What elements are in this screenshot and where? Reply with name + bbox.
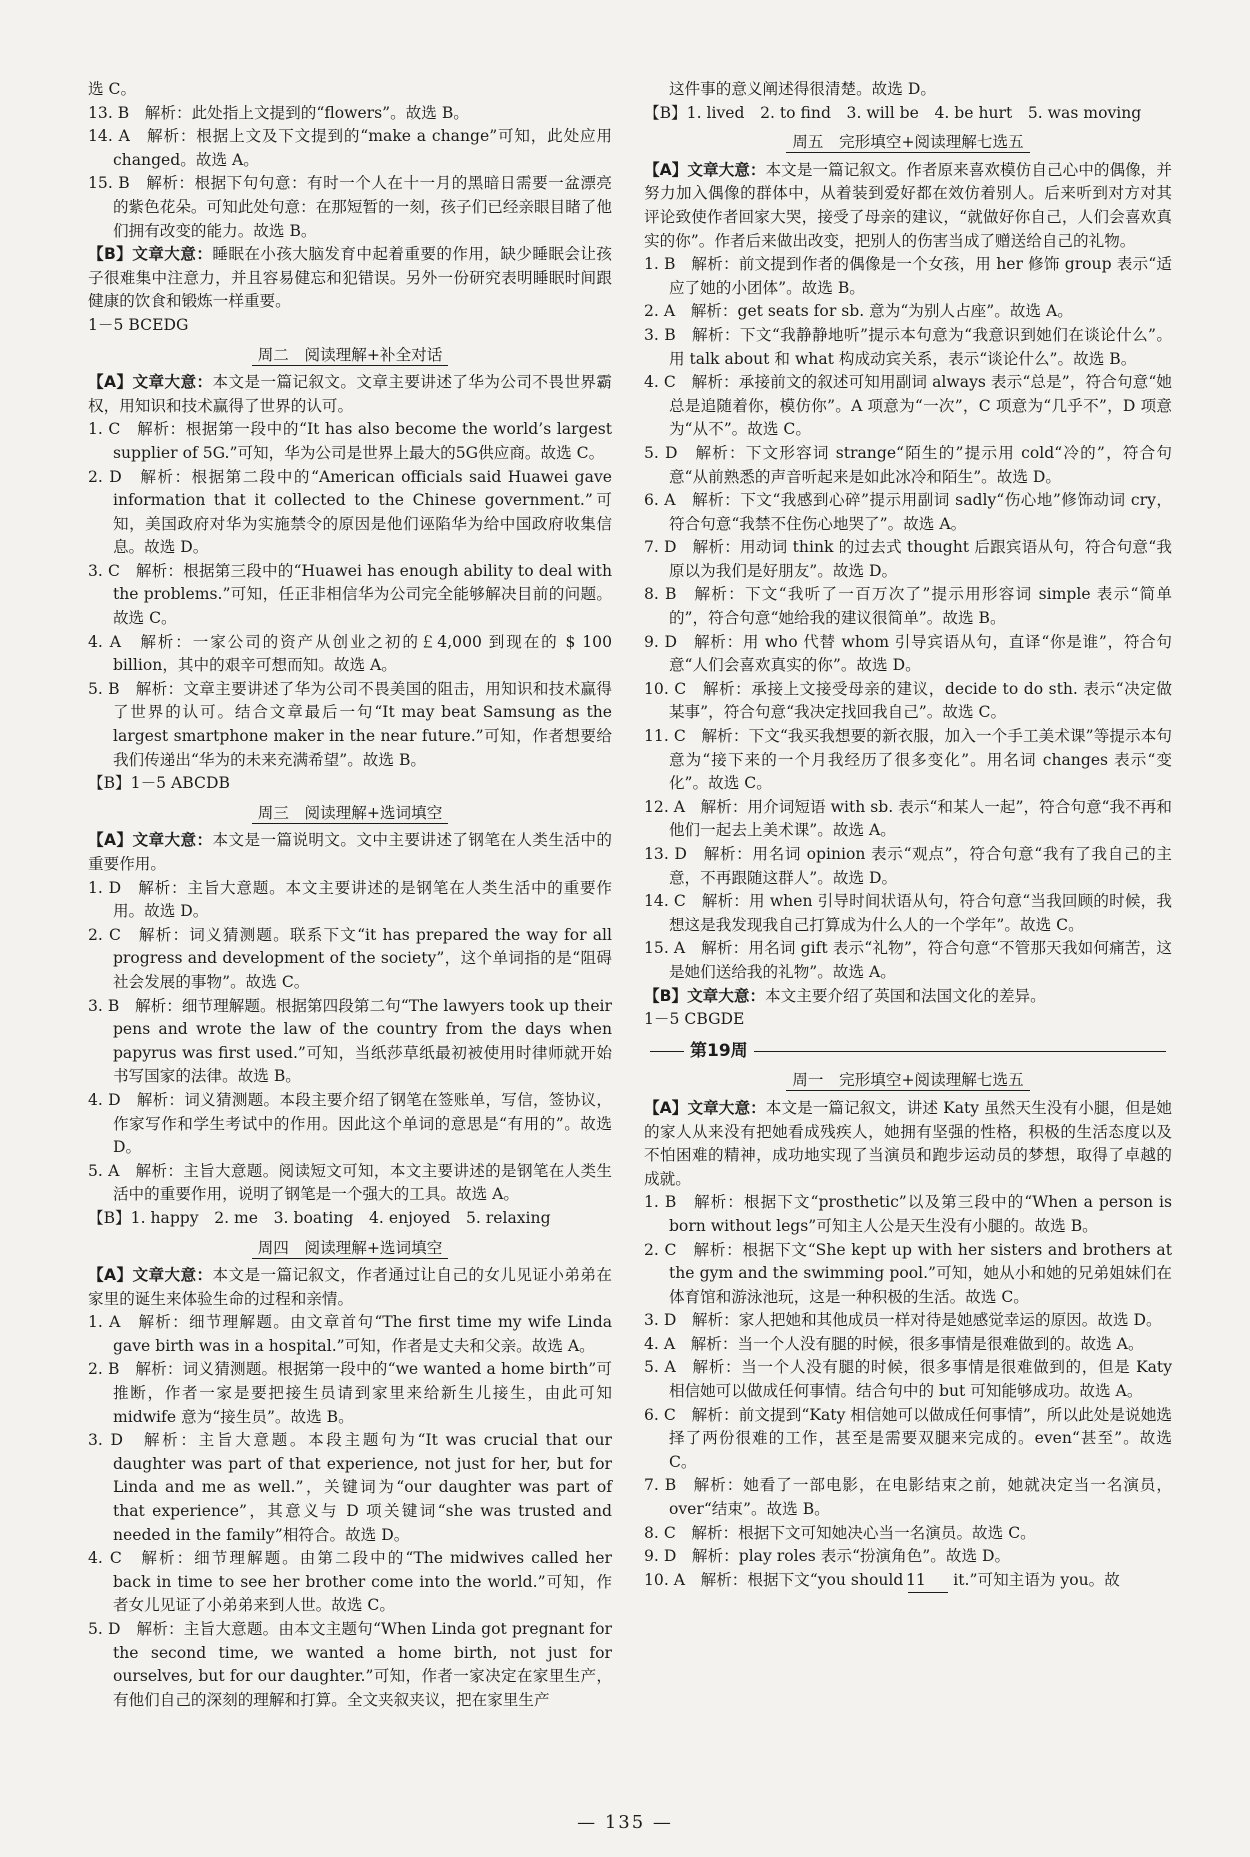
answer-item: 8. B 解析：下文“我听了一百万次了”提示用形容词 simple 表示“简单的”，符合句意“她给我的建议很简单”。故选 B。 xyxy=(644,585,1172,628)
text-line: 1－5 BCEDG xyxy=(88,315,189,334)
summary-label: 【B】文章大意： xyxy=(88,245,213,264)
text-line: 【B】1. lived 2. to find 3. will be 4. be hurt 5. was moving xyxy=(644,103,1142,122)
section-heading-text: 周二 阅读理解+补全对话 xyxy=(252,346,449,366)
divider-line xyxy=(650,1051,684,1052)
answer-item: 4. C 解析：承接前文的叙述可知用副词 always 表示“总是”，符合句意“她总是追随着你，模仿你”。A 项意为“一次”，C 项意为“几乎不”，D 项意为“从不”。故选 C。 xyxy=(644,373,1172,439)
summary-text: 本文是一篇记叙文，讲述 Katy 虽然天生没有小腿，但是她的家人从来没有把她看成残疾人，她拥有坚强的性格，积极的生活态度以及不怕困难的精神，成功地实现了当演员和跑步运动员的梦想，取得了卓越的成就。 xyxy=(644,1098,1173,1188)
answer-item: 8. C 解析：根据下文可知她决心当一名演员。故选 C。 xyxy=(644,1523,1036,1542)
summary-paragraph xyxy=(88,243,612,314)
text-line: 1－5 CBGDE xyxy=(644,1010,745,1029)
divider-line xyxy=(754,1051,1166,1052)
week-divider xyxy=(644,1040,1172,1064)
answer-item: 11. C 解析：下文“我买我想要的新衣服，加入一个手工美术课”等提示本句意为“接下来的一个月我经历了很多变化”。用名词 changes 表示“变化”。故选 C。 xyxy=(644,727,1172,793)
answer-item: 7. B 解析：她看了一部电影，在电影结束之前，她就决定当一名演员，over“结束”。故选 B。 xyxy=(644,1476,1172,1519)
summary-paragraph xyxy=(88,1264,612,1311)
answer-item: 6. C 解析：前文提到“Katy 相信她可以做成任何事情”，所以此处是说她选择了两份很难的工作，甚至是需要双腿来完成的。even“甚至”。故选 C。 xyxy=(644,1405,1172,1471)
answer-item: 14. C 解析：用 when 引导时间状语从句，符合句意“当我回顾的时候，我想这是我发现我自己打算成为什么人的一个学年”。故选 C。 xyxy=(644,892,1172,934)
answer-item: 14. A 解析：根据上文及下文提到的“make a change”可知，此处应用 changed。故选 A。 xyxy=(88,127,612,169)
summary-text: 本文主要介绍了英国和法国文化的差异。 xyxy=(765,986,1046,1005)
page-number: — 135 — xyxy=(577,1812,673,1833)
summary-label: 【B】文章大意： xyxy=(644,986,766,1005)
summary-paragraph xyxy=(88,829,612,876)
text-line: 【B】1－5 ABCDB xyxy=(88,774,230,793)
section-heading-text: 周五 完形填空+阅读理解七选五 xyxy=(786,133,1029,153)
answer-item: 12. A 解析：用介词短语 with sb. 表示“和某人一起”，符合句意“我不再和他们一起去上美术课”。故选 A。 xyxy=(644,797,1172,840)
section-heading xyxy=(88,1237,612,1261)
answer-item: 5. D 解析：下文形容词 strange“陌生的”提示用 cold“冷的”，符合句意“从前熟悉的声音听起来是如此冰冷和陌生”。故选 D。 xyxy=(644,443,1172,486)
answer-item: 2. D 解析：根据第二段中的“American officials said Huawei gave information that it collected to the Chinese government.”可知，美国政府对华为实施禁令的原因是他们诬陷华为给中国政府收集信息。故选 D。 xyxy=(88,467,612,557)
summary-label: 【A】文章大意： xyxy=(88,1266,213,1285)
section-heading xyxy=(644,1069,1172,1093)
right-column xyxy=(644,78,1172,1593)
answer-item: 3. C 解析：根据第三段中的“Huawei has enough ability to deal with the problems.”可知，任正非相信华为公司完全能够解决目前的问题。故选 C。 xyxy=(88,561,612,628)
answer-item: 1. A 解析：细节理解题。由文章首句“The first time my wife Linda gave birth was in a hospital.”可知，作者是丈夫和父亲。故选 A。 xyxy=(88,1313,612,1355)
text-line: 选 C。 xyxy=(88,80,137,98)
answer-item: 3. B 解析：细节理解题。根据第四段第二句“The lawyers took up their pens and wrote the law of the country from the days when papyrus was first used.”可知，当纸莎草纸最初被使用时律师就开始书写国家的法律。故选 B。 xyxy=(88,996,612,1086)
answer-item: 1. B 解析：前文提到作者的偶像是一个女孩，用 her 修饰 group 表示“适应了她的小团体”。故选 B。 xyxy=(644,255,1172,297)
answer-item: 2. A 解析：get seats for sb. 意为“为别人占座”。故选 A。 xyxy=(644,302,1073,321)
summary-text: 本文是一篇记叙文，作者通过让自己的女儿见证小弟弟在家里的诞生来体验生命的过程和亲情。 xyxy=(88,1266,612,1308)
answer-item: 6. A 解析：下文“我感到心碎”提示用副词 sadly“伤心地”修饰动词 cry，符合句意“我禁不住伤心地哭了”。故选 A。 xyxy=(644,491,1172,533)
answer-item: 10. C 解析：承接上文接受母亲的建议，decide to do sth. 表示“决定做某事”，符合句意“我决定找回我自己”。故选 C。 xyxy=(644,679,1172,722)
section-heading-text: 周三 阅读理解+选词填空 xyxy=(252,804,449,824)
summary-label: 【A】文章大意： xyxy=(88,831,213,850)
answer-item: 1. B 解析：根据下文“prosthetic”以及第三段中的“When a person is born without legs”可知主人公是天生没有小腿的。故选 B。 xyxy=(644,1193,1172,1235)
answer-item: 4. C 解析：细节理解题。由第二段中的“The midwives called her back in time to see her brother come into the world.”可知，作者女儿见证了小弟弟来到人世。故选 C。 xyxy=(88,1549,612,1615)
answer-text: it.”可知主语为 you。故 xyxy=(948,1570,1120,1589)
answer-item: 1. C 解析：根据第一段中的“It has also become the world’s largest supplier of 5G.”可知，华为公司是世界上最大的5G供应商。故选 C。 xyxy=(88,420,612,462)
answer-item: 9. D 解析：play roles 表示“扮演角色”。故选 D。 xyxy=(644,1547,1011,1566)
summary-text: 本文是一篇记叙文。文章主要讲述了华为公司不畏世界霸权，用知识和技术赢得了世界的认可。 xyxy=(88,373,612,415)
answer-item: 5. B 解析：文章主要讲述了华为公司不畏美国的阻击，用知识和技术赢得了世界的认可。结合文章最后一句“It may beat Samsung as the largest smartphone maker in the near future.”可知，作者想要给我们传递出“华为的未来充满希望”。故选 B。 xyxy=(88,679,612,769)
summary-paragraph xyxy=(88,371,612,418)
summary-paragraph xyxy=(644,985,1172,1009)
answer-item: 2. B 解析：词义猜测题。根据第一段中的“we wanted a home birth”可推断，作者一家是要把接生员请到家里来给新生儿接生，由此可知 midwife 意为“接生员”。故选 B。 xyxy=(88,1360,612,1426)
answer-item: 9. D 解析：用 who 代替 whom 引导宾语从句，直译“你是谁”，符合句意“人们会喜欢真实的你”。故选 D。 xyxy=(644,632,1172,675)
text-line: 【B】1. happy 2. me 3. boating 4. enjoyed 5. relaxing xyxy=(88,1208,551,1227)
answer-item: 5. D 解析：主旨大意题。由本文主题句“When Linda got pregnant for the second time, we wanted a home birth, not just for ourselves, but for our daughter.”可知，作者一家决定在家里生产，有他们自己的深刻的理解和打算。全文夹叙夹议，把在家里生产 xyxy=(88,1620,612,1709)
answer-item: 1. D 解析：主旨大意题。本文主要讲述的是钢笔在人类生活中的重要作用。故选 D。 xyxy=(88,878,612,921)
answer-item: 7. D 解析：用动词 think 的过去式 thought 后跟宾语从句，符合句意“我原以为我们是好朋友”。故选 D。 xyxy=(644,538,1172,580)
answer-item: 13. B 解析：此处指上文提到的“flowers”。故选 B。 xyxy=(88,103,469,122)
answer-item: 3. D 解析：主旨大意题。本段主题句为“It was crucial that our daughter was part of that experience, not just for her, but for Linda and me as well.”，关键词为“our daughter was part of that experience”，其意义与 D 项关键词“she was trusted and needed in the family”相符合。故选 D。 xyxy=(88,1431,612,1544)
summary-paragraph xyxy=(644,159,1172,253)
summary-label: 【A】文章大意： xyxy=(644,160,766,179)
section-heading-text: 周四 阅读理解+选词填空 xyxy=(252,1239,449,1259)
answer-text: 10. A 解析：根据下文“you should xyxy=(644,1570,909,1589)
summary-text: 本文是一篇说明文。文中主要讲述了钢笔在人类生活中的重要作用。 xyxy=(88,831,612,873)
answer-item: 4. D 解析：词义猜测题。本段主要介绍了钢笔在签账单，写信，签协议，作家写作和学生考试中的作用。因此这个单词的意思是“有用的”。故选 D。 xyxy=(88,1090,612,1157)
answer-item: 4. A 解析：一家公司的资产从创业之初的￡4,000 到现在的 $ 100 billion，其中的艰辛可想而知。故选 A。 xyxy=(88,632,612,675)
answer-item: 2. C 解析：根据下文“She kept up with her sisters and brothers at the gym and the swimming pool.”可知，她从小和她的兄弟姐妹们在体育馆和游泳池玩，这是一种积极的生活。故选 C。 xyxy=(644,1240,1172,1306)
answer-item: 5. A 解析：主旨大意题。阅读短文可知，本文主要讲述的是钢笔在人类生活中的重要作用，说明了钢笔是一个强大的工具。故选 A。 xyxy=(88,1161,612,1204)
answer-item: 4. A 解析：当一个人没有腿的时候，很多事情是很难做到的。故选 A。 xyxy=(644,1334,1144,1353)
summary-text: 睡眠在小孩大脑发育中起着重要的作用，缺少睡眠会让孩子很难集中注意力，并且容易健忘和犯错误。另外一份研究表明睡眠时间跟健康的饮食和锻炼一样重要。 xyxy=(88,245,612,311)
answer-item: 13. D 解析：用名词 opinion 表示“观点”，符合句意“我有了我自己的主意，不再跟随这群人”。故选 D。 xyxy=(644,845,1172,887)
answer-item: 2. C 解析：词义猜测题。联系下文“it has prepared the way for all progress and development of the society”，这个单词指的是“阻碍社会发展的事物”。故选 C。 xyxy=(88,925,612,991)
section-heading xyxy=(88,802,612,826)
answer-item: 5. A 解析：当一个人没有腿的时候，很多事情是很难做到的，但是 Katy 相信她可以做成任何事情。结合句中的 but 可知能够成功。故选 A。 xyxy=(644,1358,1172,1401)
summary-text: 本文是一篇记叙文。作者原来喜欢模仿自己心中的偶像，并努力加入偶像的群体中，从着装到爱好都在效仿着别人。后来听到对方对其评论致使作者回家大哭，接受了母亲的建议，“就做好你自己，人们会喜欢真实的你”。作者后来做出改变，把别人的伤害当成了赠送给自己的礼物。 xyxy=(644,160,1172,250)
answer-item: 15. A 解析：用名词 gift 表示“礼物”，符合句意“不管那天我如何痛苦，这是她们送给我的礼物”。故选 A。 xyxy=(644,939,1172,981)
summary-label: 【A】文章大意： xyxy=(88,373,213,392)
answer-item: 3. B 解析：下文“我静静地听”提示本句意为“我意识到她们在谈论什么”。用 talk about 和 what 构成动宾关系，表示“谈论什么”。故选 B。 xyxy=(644,325,1172,368)
blank-number: 11 xyxy=(908,1569,948,1594)
section-heading-text: 周一 完形填空+阅读理解七选五 xyxy=(786,1071,1029,1091)
answer-item xyxy=(644,1569,1172,1594)
section-heading xyxy=(88,344,612,368)
left-column xyxy=(88,78,612,1712)
summary-label: 【A】文章大意： xyxy=(644,1098,766,1117)
text-line: 这件事的意义阐述得很清楚。故选 D。 xyxy=(668,80,936,98)
answer-item: 3. D 解析：家人把她和其他成员一样对待是她感觉幸运的原因。故选 D。 xyxy=(644,1311,1162,1330)
summary-paragraph xyxy=(644,1097,1172,1191)
answer-item: 15. B 解析：根据下句句意：有时一个人在十一月的黑暗日需要一盆漂亮的紫色花朵。可知此处句意：在那短暂的一刻，孩子们已经亲眼目睹了他们拥有改变的能力。故选 B。 xyxy=(88,174,612,240)
week-title: 第19周 xyxy=(690,1040,748,1061)
section-heading xyxy=(644,131,1172,155)
